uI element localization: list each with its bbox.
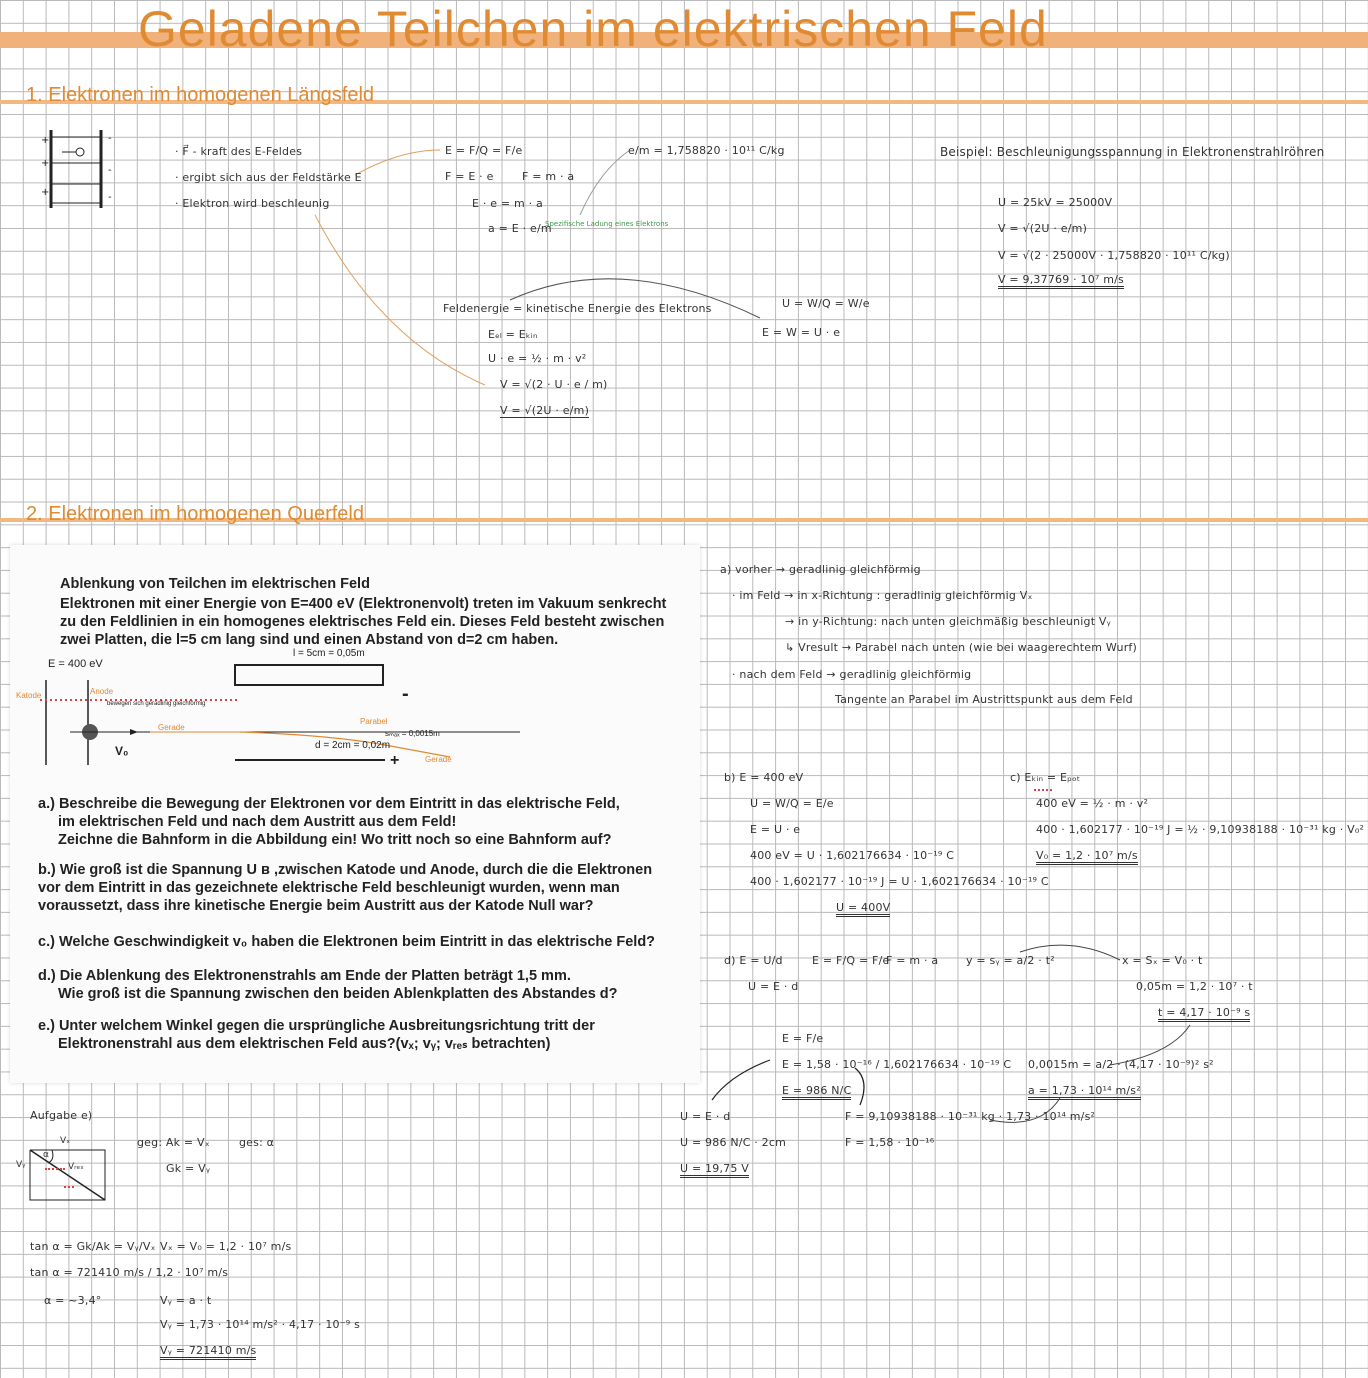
answer-e-v2: Vᵧ = a · t bbox=[160, 1294, 212, 1307]
example-l1: U = 25kV = 25000V bbox=[998, 196, 1113, 209]
fig-length: l = 5cm = 0,05m bbox=[293, 648, 365, 659]
triangle-alpha: α bbox=[43, 1150, 49, 1160]
answer-e-t3: α = ~3,4° bbox=[44, 1294, 102, 1307]
formula-e-def: E = F/Q = F/e bbox=[445, 144, 523, 157]
example-l4: V = 9,37769 · 10⁷ m/s bbox=[998, 273, 1124, 289]
answer-a-l3: → in y-Richtung: nach unten gleichmäßig beschleunigt Vᵧ bbox=[785, 615, 1111, 628]
sheet-intro1: Elektronen mit einer Energie von E=400 eV (Elektronenvolt) treten im Vakuum senkrecht bbox=[60, 596, 667, 612]
fig-gerade-2: Gerade bbox=[425, 755, 452, 764]
example-l3: V = √(2 · 25000V · 1,758820 · 10¹¹ C/kg) bbox=[998, 249, 1230, 262]
svg-text:-: - bbox=[108, 133, 112, 144]
energy-u2: E = W = U · e bbox=[762, 326, 841, 339]
question-b3: voraussetzt, dass ihre kinetische Energie beim Austritt aus der Katode Null war? bbox=[38, 898, 594, 914]
answer-d-l6: x = Sₓ = V₀ · t bbox=[1122, 954, 1203, 967]
energy-heading: Feldenergie = kinetische Energie des Elektrons bbox=[443, 302, 712, 315]
question-d1: d.) Die Ablenkung des Elektronenstrahls am Ende der Platten beträgt 1,5 mm. bbox=[38, 968, 571, 984]
formula-f-ee: F = E · e bbox=[445, 170, 494, 183]
question-c: c.) Welche Geschwindigkeit v₀ haben die Elektronen beim Eintritt in das elektrische Feld? bbox=[38, 934, 656, 950]
bullet-force: · F⃗ - kraft des E-Feldes bbox=[175, 145, 303, 158]
bullet-accel: · Elektron wird beschleunig bbox=[175, 197, 330, 210]
sheet-title: Ablenkung von Teilchen im elektrischen Feld bbox=[60, 576, 370, 592]
example-heading: Beispiel: Beschleunigungsspannung in Elektronenstrahlröhren bbox=[940, 145, 1325, 159]
formula-e-ma: E · e = m · a bbox=[472, 197, 543, 210]
energy-l3: V = √(2 · U · e / m) bbox=[500, 378, 608, 391]
answer-d-l5: y = sᵧ = a/2 · t² bbox=[966, 954, 1055, 967]
formula-a: a = E · e/m bbox=[488, 222, 552, 235]
svg-text:+: + bbox=[41, 187, 50, 198]
deflection-figure bbox=[10, 645, 700, 785]
arrow-curve bbox=[712, 1060, 770, 1100]
answer-d-l11: E = F/e bbox=[782, 1032, 824, 1045]
answer-d-l4: F = m · a bbox=[886, 954, 939, 967]
answer-b-l2: U = W/Q = E/e bbox=[750, 797, 834, 810]
answer-a-l1: a) vorher → geradlinig gleichförmig bbox=[720, 563, 921, 576]
fig-plus: + bbox=[390, 752, 400, 769]
question-e1: e.) Unter welchem Winkel gegen die ursprüngliche Ausbreitungsrichtung tritt der bbox=[38, 1018, 595, 1034]
answer-b-result: U = 400V bbox=[836, 901, 890, 917]
green-note: Spezifische Ladung eines Elektrons bbox=[545, 220, 669, 228]
answer-e-t1: tan α = Gk/Ak = Vᵧ/Vₓ bbox=[30, 1240, 156, 1253]
answer-d-result: U = 19,75 V bbox=[680, 1162, 749, 1178]
answer-d-l17: U = 986 N/C · 2cm bbox=[680, 1136, 787, 1149]
arrow-curve bbox=[855, 1068, 864, 1105]
answer-a-l4: ↳ Vresult → Parabel nach unten (wie bei waagerechtem Wurf) bbox=[785, 641, 1137, 654]
page-title: Geladene Teilchen im elektrischen Feld bbox=[138, 1, 1048, 57]
answer-d-l13: E = 986 N/C bbox=[782, 1084, 851, 1100]
answer-d-l2: U = E · d bbox=[748, 980, 799, 993]
fig-anode: Anode bbox=[90, 687, 114, 696]
question-a2: im elektrischen Feld und nach dem Austritt aus dem Feld! bbox=[58, 814, 457, 830]
answer-b-l3: E = U · e bbox=[750, 823, 801, 836]
answer-d-l8: t = 4,17 · 10⁻⁹ s bbox=[1158, 1006, 1250, 1022]
answer-c-l3: 400 · 1,602177 · 10⁻¹⁹ J = ½ · 9,10938188 · 10⁻³¹ kg · V₀² bbox=[1036, 823, 1365, 836]
triangle-vy: Vᵧ bbox=[16, 1160, 26, 1170]
bullet-field: · ergibt sich aus der Feldstärke E bbox=[175, 171, 362, 184]
answer-a-l5: · nach dem Feld → geradlinig gleichförmig bbox=[732, 668, 972, 681]
red-marker bbox=[64, 1186, 74, 1188]
answer-d-l1: d) E = U/d bbox=[724, 954, 783, 967]
energy-l2: U · e = ½ · m · v² bbox=[488, 352, 587, 365]
capacitor-sketch bbox=[51, 130, 101, 208]
fig-distance: d = 2cm = 0,02m bbox=[315, 740, 391, 751]
answer-c-l1: c) Eₖᵢₙ = Eₚₒₜ bbox=[1010, 771, 1081, 784]
triangle-vres: Vᵣₑₛ bbox=[68, 1162, 84, 1172]
energy-u1: U = W/Q = W/e bbox=[782, 297, 870, 310]
answer-b-l5: 400 · 1,602177 · 10⁻¹⁹ J = U · 1,602176634 · 10⁻¹⁹ C bbox=[750, 875, 1049, 888]
answer-d-l3: E = F/Q = F/e bbox=[812, 954, 890, 967]
answer-b-l4: 400 eV = U · 1,602176634 · 10⁻¹⁹ C bbox=[750, 849, 955, 862]
sheet-intro3: zwei Platten, die l=5 cm lang sind und einen Abstand von d=2 cm haben. bbox=[60, 632, 559, 648]
answer-e-t2: tan α = 721410 m/s / 1,2 · 10⁷ m/s bbox=[30, 1266, 229, 1279]
answer-e-heading: Aufgabe e) bbox=[30, 1109, 93, 1122]
worksheet-paper bbox=[10, 545, 700, 1083]
energy-l4: V = √(2U · e/m) bbox=[500, 404, 590, 417]
answer-e-ges: ges: α bbox=[239, 1136, 275, 1149]
energy-l1: Eₑₗ = Eₖᵢₙ bbox=[488, 328, 538, 341]
answer-d-l15: F = 1,58 · 10⁻¹⁶ bbox=[845, 1136, 935, 1149]
answer-c-l2: 400 eV = ½ · m · v² bbox=[1036, 797, 1149, 810]
example-l2: V = √(2U · e/m) bbox=[998, 222, 1088, 235]
connector-curve bbox=[315, 215, 485, 385]
answer-b-l1: b) E = 400 eV bbox=[724, 771, 804, 784]
fig-minus: - bbox=[402, 683, 409, 705]
answer-d-l9: 0,0015m = a/2 · (4,17 · 10⁻⁹)² s² bbox=[1028, 1058, 1214, 1071]
svg-text:-: - bbox=[108, 192, 112, 203]
velocity-triangle bbox=[30, 1150, 105, 1200]
question-b1: b.) Wie groß ist die Spannung U ʙ ,zwischen Katode und Anode, durch die die Elektronen bbox=[38, 862, 653, 878]
fig-katode: Katode bbox=[16, 691, 42, 700]
fig-gerade: Gerade bbox=[158, 723, 185, 732]
connector-curve bbox=[355, 150, 440, 175]
section2-heading: 2. Elektronen im homogenen Querfeld bbox=[26, 503, 364, 525]
answer-d-l10: a = 1,73 · 10¹⁴ m/s² bbox=[1028, 1084, 1141, 1100]
answer-e-geg2: Gk = Vᵧ bbox=[166, 1162, 211, 1175]
triangle-vx: Vₓ bbox=[60, 1136, 71, 1146]
fig-smax: sₘₐₓ = 0,0015m bbox=[385, 729, 440, 738]
svg-text:+: + bbox=[41, 135, 50, 146]
fig-parabel: Parabel bbox=[360, 717, 388, 726]
answer-d-l7: 0,05m = 1,2 · 10⁷ · t bbox=[1136, 980, 1253, 993]
fig-energy: E = 400 eV bbox=[48, 658, 103, 670]
section1-heading: 1. Elektronen im homogenen Längsfeld bbox=[26, 84, 375, 106]
answer-d-l14: F = 9,10938188 · 10⁻³¹ kg · 1,73 · 10¹⁴ m/s² bbox=[845, 1110, 1096, 1123]
answer-d-l12: E = 1,58 · 10⁻¹⁶ / 1,602176634 · 10⁻¹⁹ C bbox=[782, 1058, 1012, 1071]
answer-e-geg1: geg: Ak = Vₓ bbox=[137, 1136, 210, 1149]
answer-e-v1: Vₓ = V₀ = 1,2 · 10⁷ m/s bbox=[160, 1240, 292, 1253]
formula-f-ma: F = m · a bbox=[522, 170, 575, 183]
fig-v0: V₀ bbox=[115, 744, 129, 758]
fig-note: bewegen sich geradlinig gleichförmig bbox=[107, 701, 206, 707]
answer-a-l6: Tangente an Parabel im Austrittspunkt aus dem Feld bbox=[835, 693, 1133, 706]
question-b2: vor dem Eintritt in das gezeichnete elektrische Feld beschleunigt wurden, wenn man bbox=[38, 880, 620, 896]
answer-d-l16: U = E · d bbox=[680, 1110, 731, 1123]
answer-c-result: V₀ = 1,2 · 10⁷ m/s bbox=[1036, 849, 1138, 865]
svg-text:+: + bbox=[41, 158, 50, 169]
sheet-intro2: zu den Feldlinien in ein homogenes elektrisches Feld ein. Dieses Feld besteht zwischen bbox=[60, 614, 665, 630]
red-marker bbox=[45, 1168, 65, 1170]
formula-em: e/m = 1,758820 · 10¹¹ C/kg bbox=[628, 144, 785, 157]
question-d2: Wie groß ist die Spannung zwischen den beiden Ablenkplatten des Abstandes d? bbox=[58, 986, 618, 1002]
red-marker bbox=[1034, 789, 1052, 791]
question-a1: a.) Beschreibe die Bewegung der Elektronen vor dem Eintritt in das elektrische Feld, bbox=[38, 796, 620, 812]
svg-text:-: - bbox=[108, 165, 112, 176]
connector-curve bbox=[580, 150, 630, 215]
answer-e-v4: Vᵧ = 721410 m/s bbox=[160, 1344, 256, 1360]
answer-e-v3: Vᵧ = 1,73 · 10¹⁴ m/s² · 4,17 · 10⁻⁹ s bbox=[160, 1318, 361, 1331]
question-e2: Elektronenstrahl aus dem elektrischen Feld aus?(vₓ; vᵧ; vᵣₑₛ betrachten) bbox=[58, 1036, 551, 1052]
answer-a-l2: · im Feld → in x-Richtung : geradlinig gleichförmig Vₓ bbox=[732, 589, 1033, 602]
question-a3: Zeichne die Bahnform in die Abbildung ein! Wo tritt noch so eine Bahnform auf? bbox=[58, 832, 612, 848]
